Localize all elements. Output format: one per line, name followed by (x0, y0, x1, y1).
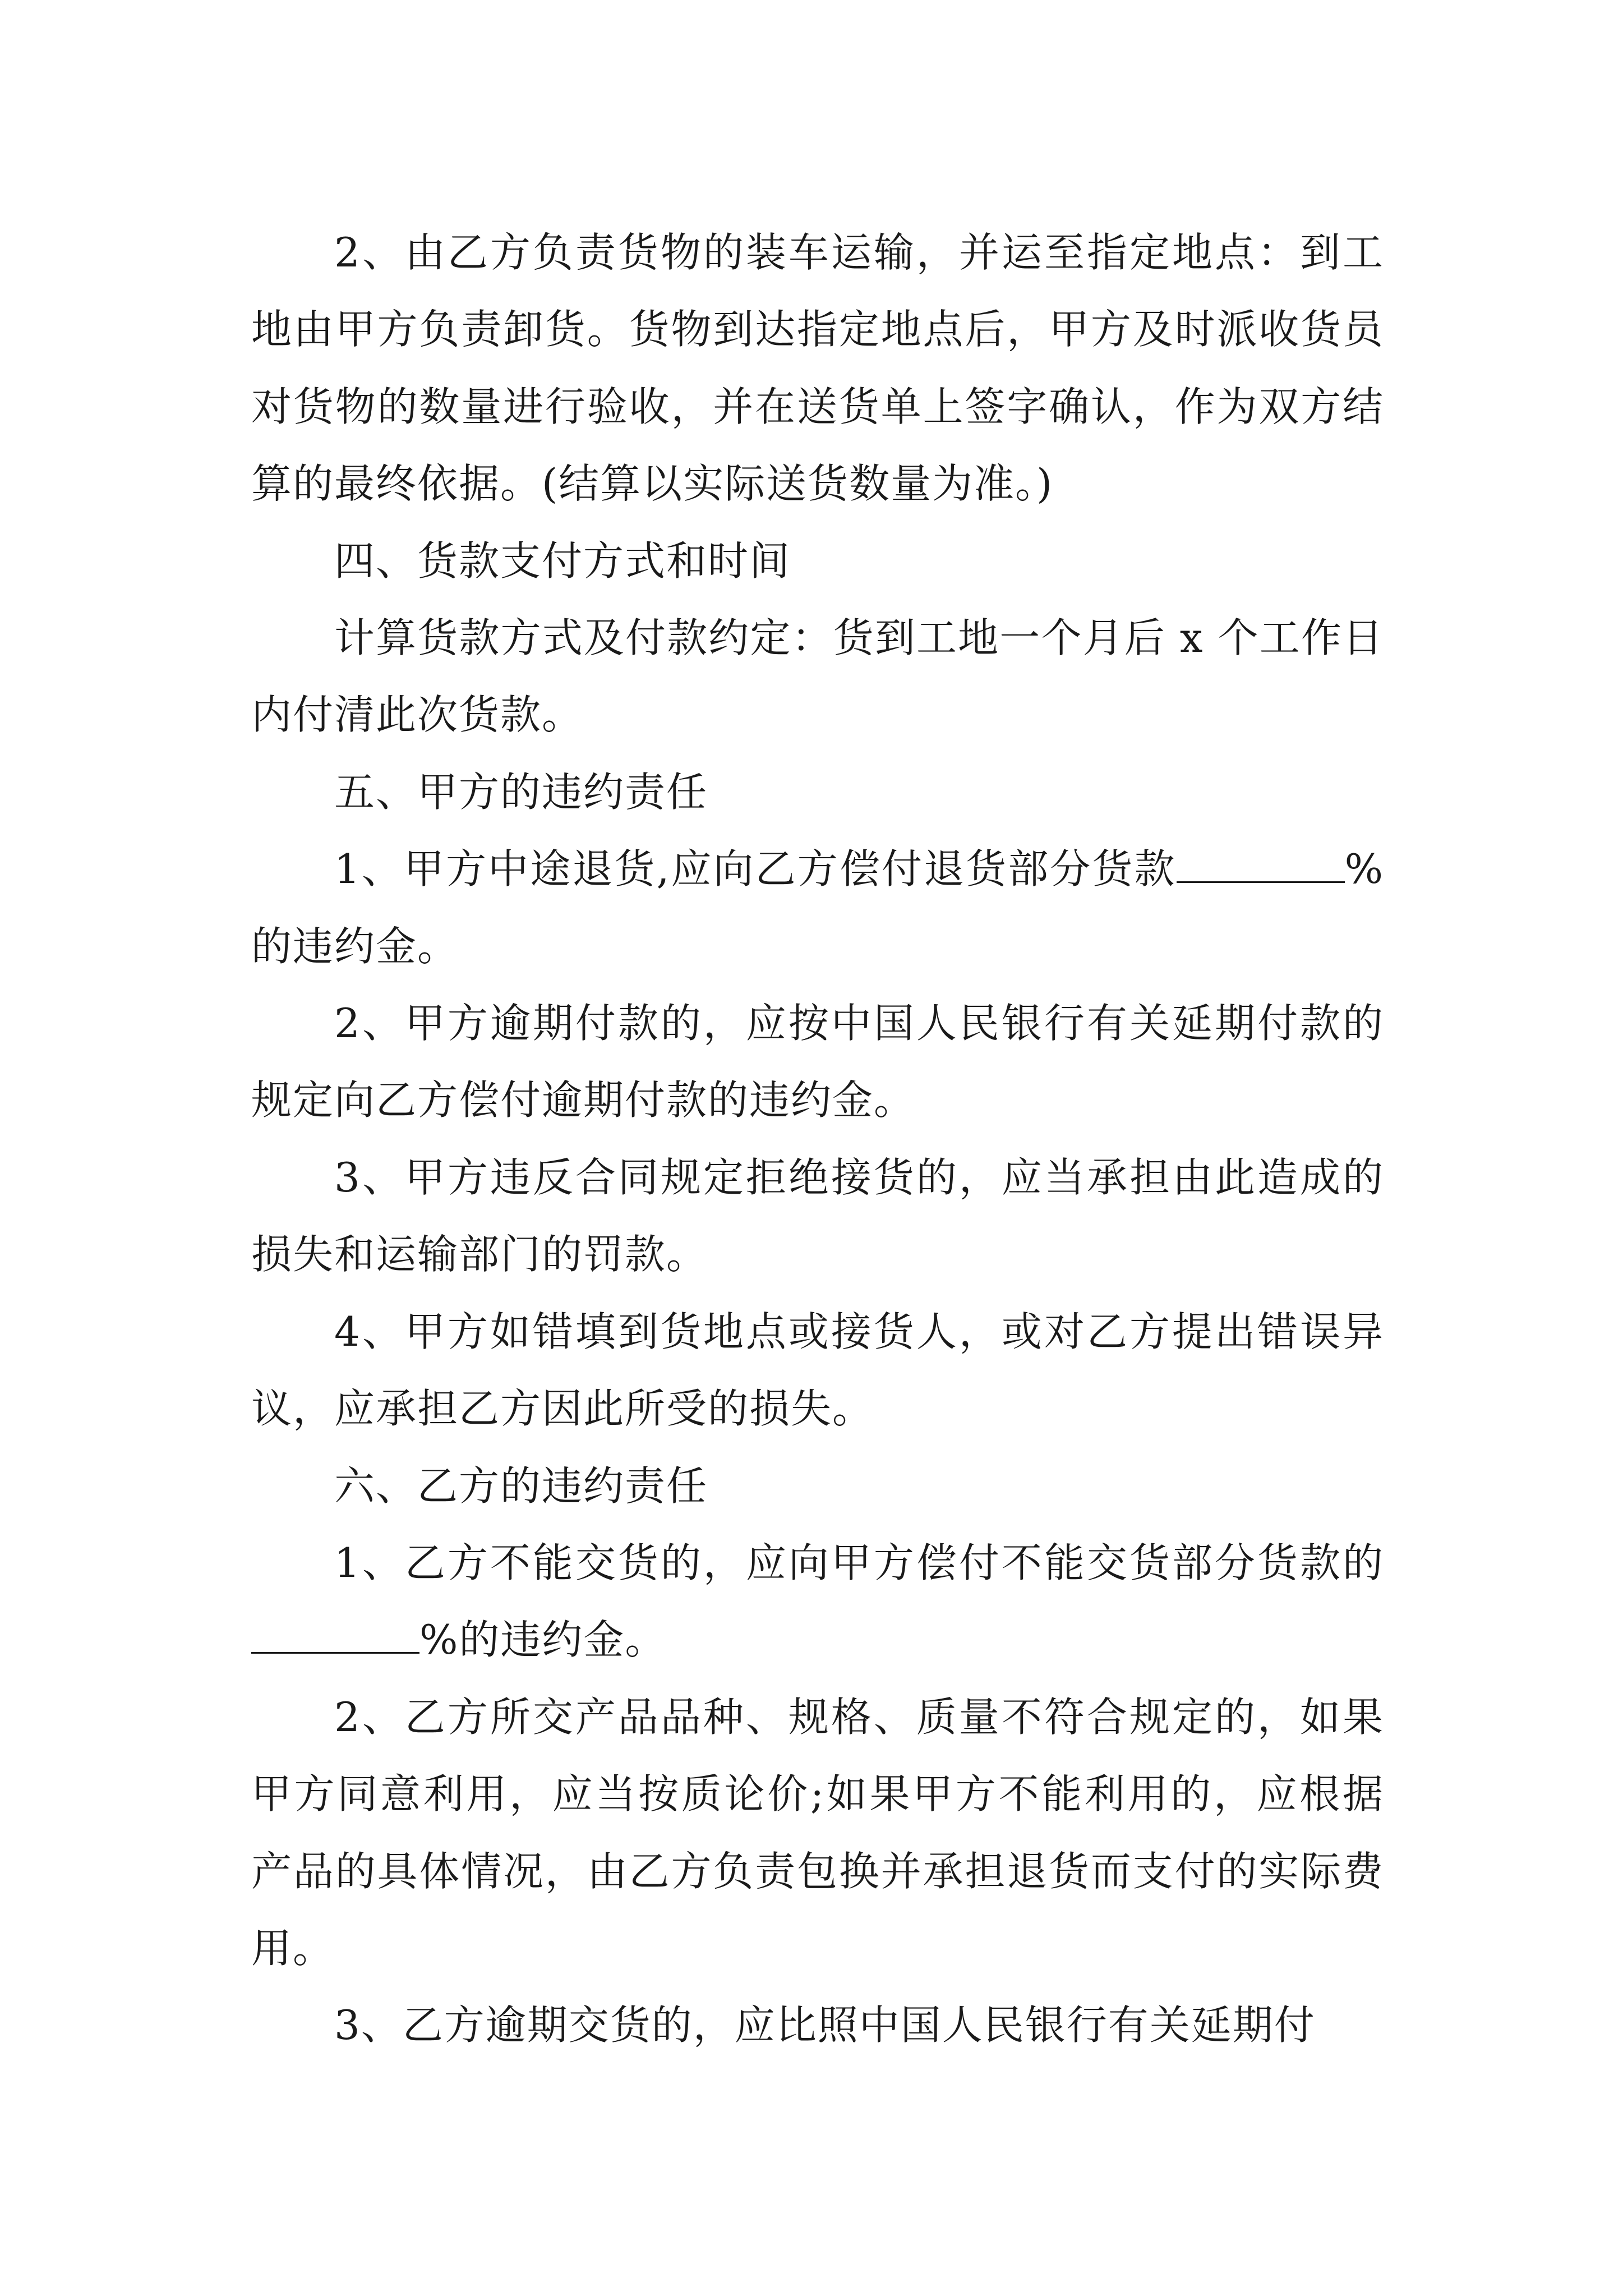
party-a-clause-4 (251, 1294, 1384, 1448)
heading-text: 六、乙方的违约责任 (334, 1462, 708, 1510)
paragraph-text: 2、甲方逾期付款的，应按中国人民银行有关延期付款的规定向乙方偿付逾期付款的违约金。 (251, 1000, 1384, 1124)
payment-terms (251, 600, 1384, 754)
section-heading-party-a-liability (251, 754, 1384, 831)
clause-2-delivery (251, 214, 1384, 523)
paragraph-text: %的违约金。 (419, 1616, 667, 1664)
fill-in-blank (1177, 848, 1345, 883)
fill-in-blank (251, 1618, 419, 1654)
party-b-clause-2 (251, 1679, 1384, 1987)
party-a-clause-1 (251, 831, 1384, 985)
document-page (251, 214, 1384, 2064)
paragraph-text: 计算货款方式及付款约定：货到工地一个月后 x 个工作日内付清此次货款。 (251, 614, 1384, 739)
paragraph-text: 2、乙方所交产品品种、规格、质量不符合规定的，如果甲方同意利用，应当按质论价;如果甲方不能利用的，应根据产品的具体情况，由乙方负责包换并承担退货而支付的实际费用。 (251, 1693, 1384, 1972)
heading-text: 五、甲方的违约责任 (334, 768, 708, 816)
party-b-clause-1 (251, 1525, 1384, 1679)
paragraph-text: 3、甲方违反合同规定拒绝接货的，应当承担由此造成的损失和运输部门的罚款。 (251, 1153, 1384, 1278)
paragraph-text: 4、甲方如错填到货地点或接货人，或对乙方提出错误异议，应承担乙方因此所受的损失。 (251, 1308, 1384, 1433)
party-b-clause-3 (251, 1987, 1384, 2064)
paragraph-text: 1、甲方中途退货,应向乙方偿付退货部分货款 (334, 845, 1177, 893)
section-heading-payment (251, 523, 1384, 600)
paragraph-text: 2、由乙方负责货物的装车运输，并运至指定地点：到工地由甲方负责卸货。货物到达指定地点后，甲方及时派收货员对货物的数量进行验收，并在送货单上签字确认，作为双方结算的最终依据。(结算以实际送货数量为准。) (251, 229, 1384, 508)
paragraph-text: 3、乙方逾期交货的，应比照中国人民银行有关延期付 (334, 2001, 1316, 2049)
paragraph-text: %的违约金。 (251, 845, 1384, 970)
party-a-clause-3 (251, 1139, 1384, 1294)
paragraph-text: 1、乙方不能交货的，应向甲方偿付不能交货部分货款的 (334, 1539, 1384, 1586)
party-a-clause-2 (251, 985, 1384, 1139)
section-heading-party-b-liability (251, 1448, 1384, 1525)
heading-text: 四、货款支付方式和时间 (334, 537, 791, 585)
